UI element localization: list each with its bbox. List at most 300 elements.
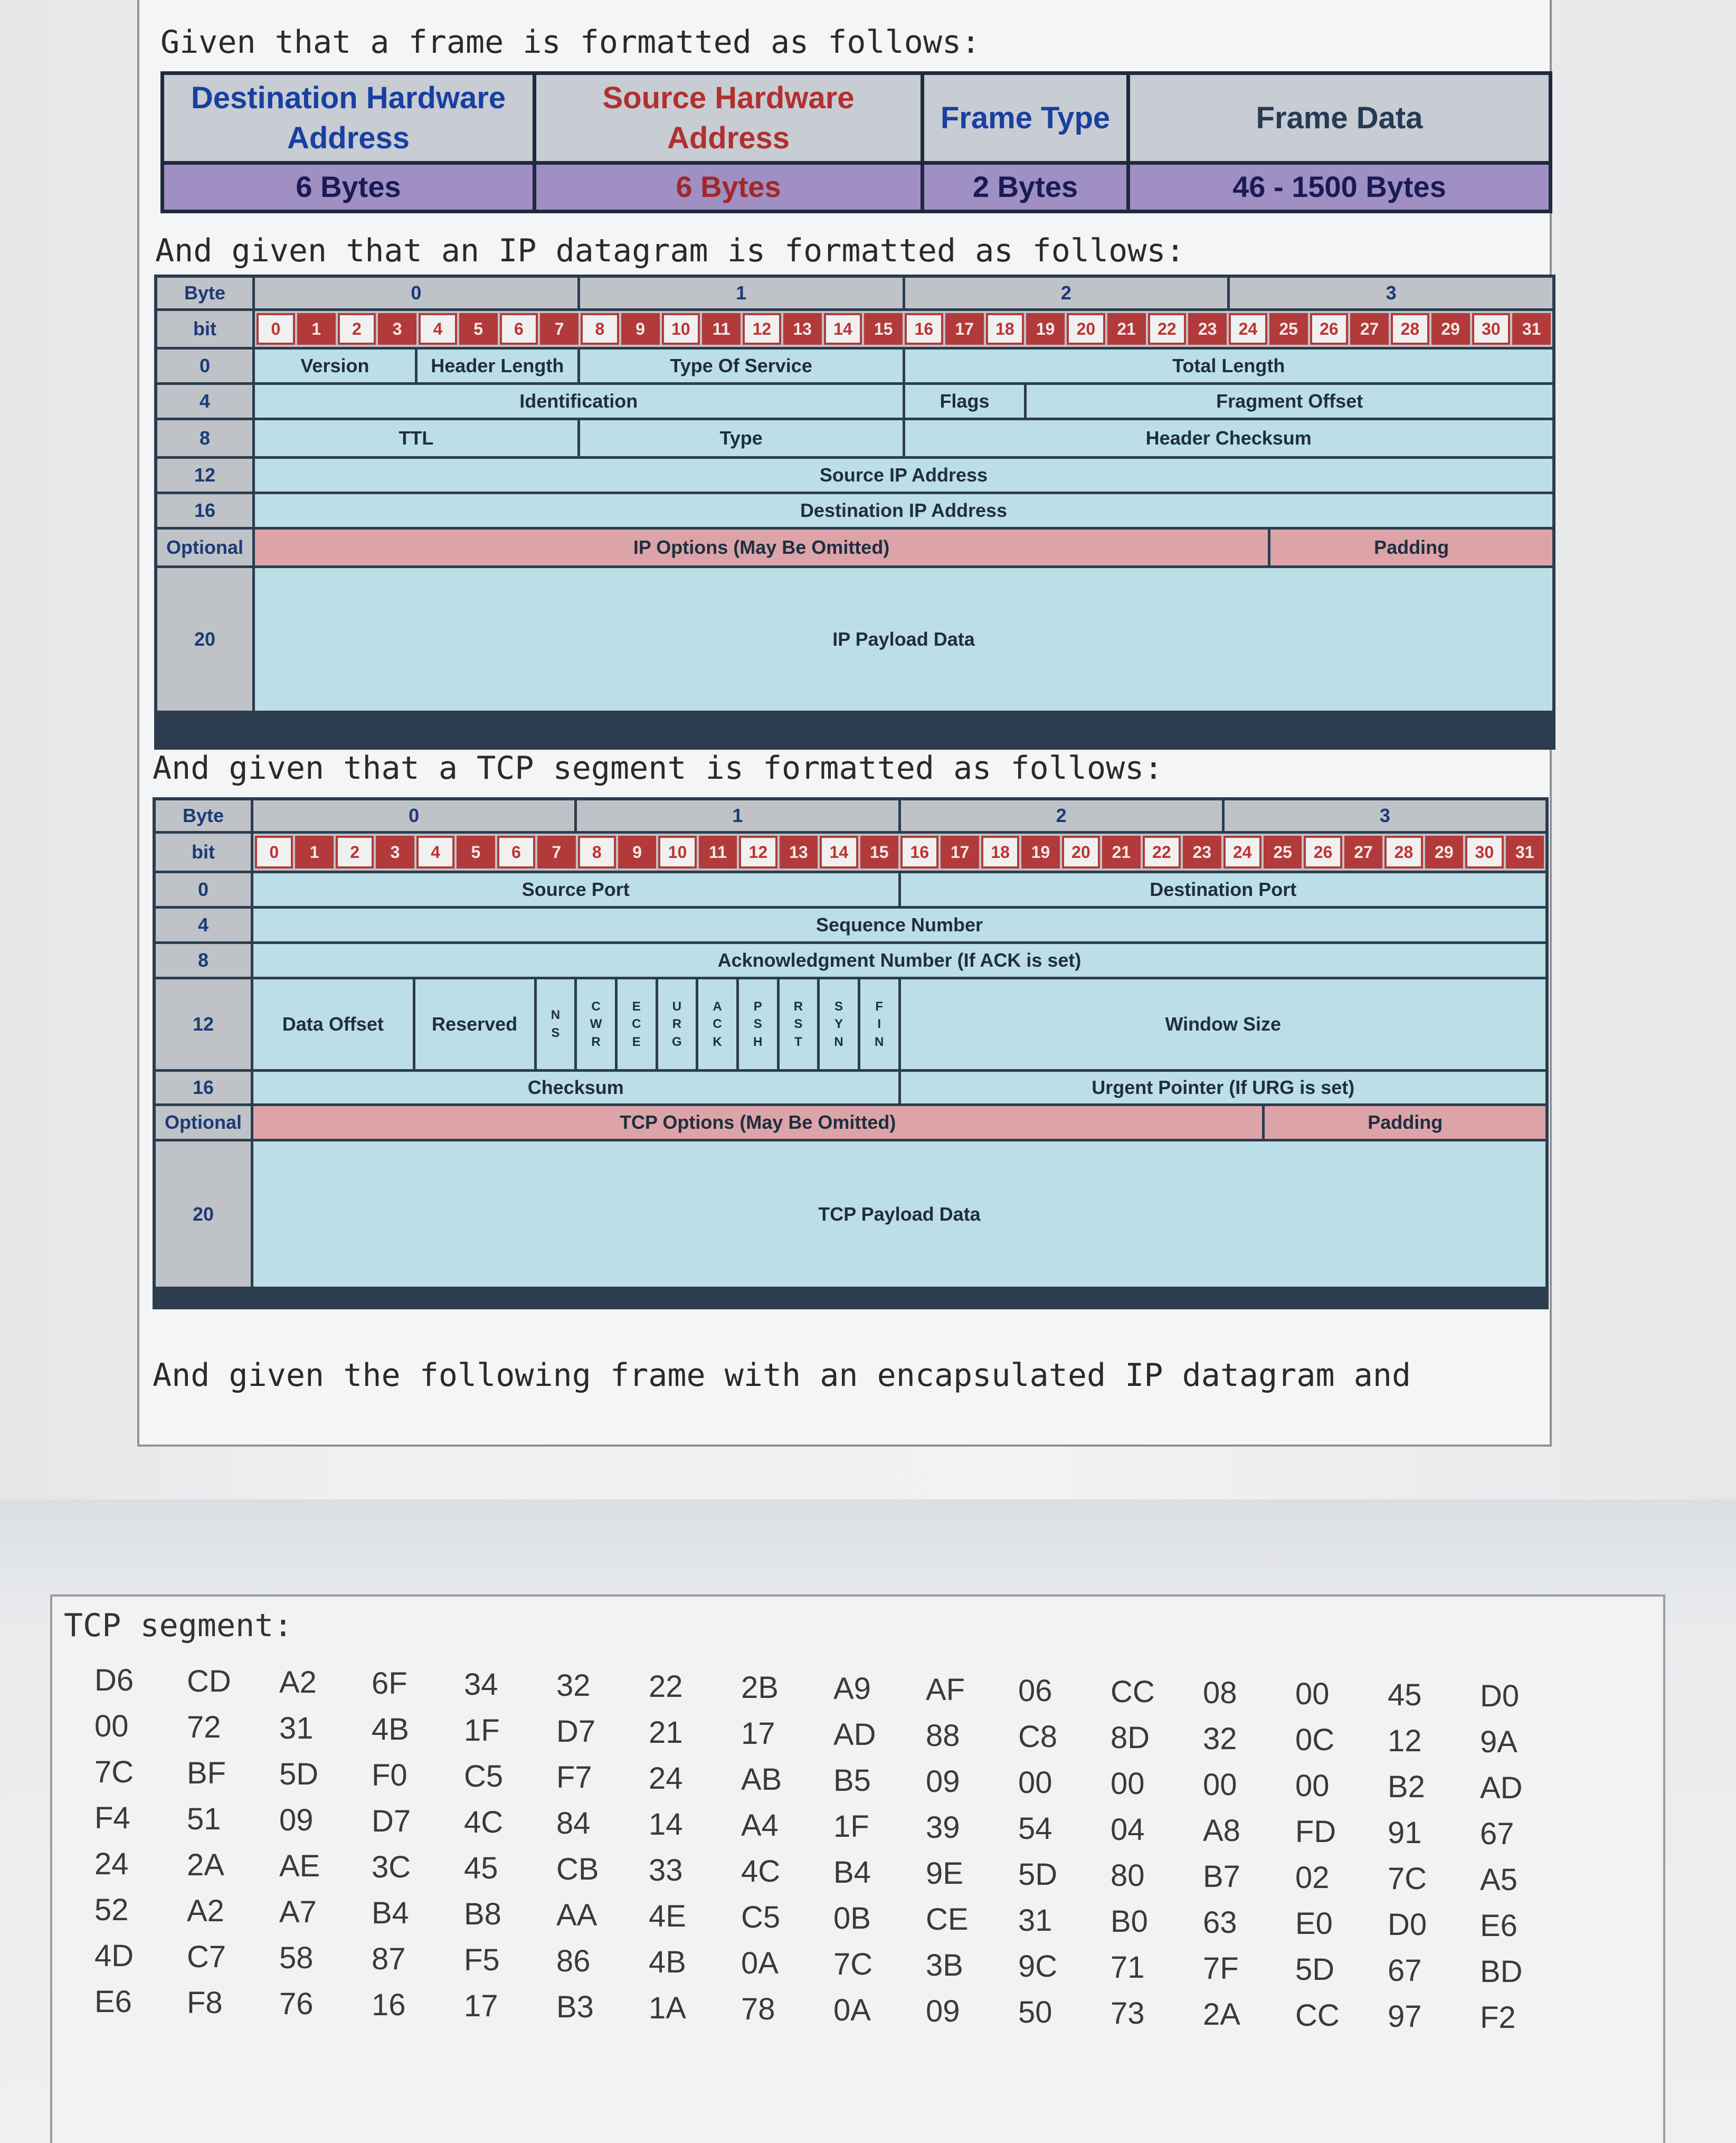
frame-format-table — [160, 71, 1552, 213]
hex-byte: 31 — [279, 1711, 314, 1745]
tcp-bit-5: 5 — [457, 836, 495, 868]
tcp-flag-letter: N — [875, 1034, 884, 1049]
ip-field-source-ip: Source IP Address — [255, 459, 1552, 492]
hex-byte: C7 — [187, 1940, 226, 1974]
ip-bit-9: 9 — [621, 313, 660, 345]
hex-byte: B4 — [833, 1855, 871, 1890]
ip-bit-12: 12 — [743, 313, 781, 345]
hex-byte: A2 — [279, 1665, 317, 1700]
tcp-flag-5 — [739, 979, 777, 1069]
hex-byte: 50 — [1018, 1995, 1052, 2029]
hex-byte: B2 — [1388, 1770, 1425, 1804]
frame-size-source: 6 Bytes — [535, 163, 923, 212]
hex-byte: 3C — [372, 1850, 411, 1884]
hex-byte: 32 — [1203, 1722, 1237, 1756]
tcp-flag-letter: P — [753, 999, 762, 1014]
tcp-flag-letter: E — [632, 999, 641, 1014]
ip-field-header-checksum: Header Checksum — [905, 420, 1553, 456]
ip-bit-17: 17 — [945, 313, 984, 345]
hex-byte: B8 — [464, 1897, 501, 1931]
tcp-field-flag-bits — [537, 979, 898, 1069]
tcp-flag-letter: C — [632, 1017, 641, 1032]
ip-bit-29: 29 — [1431, 313, 1470, 345]
hex-byte: 0B — [833, 1901, 871, 1936]
hex-byte: 97 — [1388, 1999, 1422, 2034]
ip-row-offset-16: 16 — [157, 494, 252, 527]
tcp-field-options: TCP Options (May Be Omitted) — [253, 1106, 1262, 1139]
frame-size-destination: 6 Bytes — [163, 163, 535, 212]
tcp-bit-22: 22 — [1143, 836, 1181, 868]
tcp-bit-29: 29 — [1425, 836, 1463, 868]
tcp-bit-26: 26 — [1304, 836, 1342, 868]
hex-byte: CC — [1111, 1675, 1155, 1709]
tcp-flag-letter: W — [590, 1017, 602, 1032]
ip-bit-3: 3 — [378, 313, 416, 345]
hex-byte: D0 — [1480, 1679, 1520, 1713]
hex-byte: 76 — [279, 1987, 314, 2021]
hex-byte: 39 — [926, 1810, 960, 1845]
tcp-field-window-size: Window Size — [901, 979, 1546, 1069]
tcp-bit-16: 16 — [900, 836, 938, 868]
tcp-byte-label: Byte — [156, 800, 251, 831]
hex-byte: AF — [926, 1673, 965, 1707]
tcp-bit-10: 10 — [658, 836, 696, 868]
tcp-flag-letter: A — [713, 999, 722, 1014]
tcp-flag-8 — [860, 979, 898, 1069]
hex-byte: 63 — [1203, 1905, 1237, 1940]
hex-byte: 17 — [464, 1989, 498, 2023]
hex-byte: A5 — [1480, 1863, 1517, 1897]
ip-bit-15: 15 — [864, 313, 903, 345]
hex-byte: 1A — [649, 1991, 686, 2025]
tcp-flag-letter: S — [753, 1017, 762, 1032]
tcp-bit-30: 30 — [1465, 836, 1503, 868]
hex-byte: 02 — [1295, 1861, 1330, 1895]
ip-row-offset-8: 8 — [157, 420, 252, 456]
tcp-bit-11: 11 — [699, 836, 737, 868]
ip-bit-13: 13 — [783, 313, 822, 345]
tcp-field-urgent-pointer: Urgent Pointer (If URG is set) — [901, 1072, 1546, 1103]
tcp-flag-0 — [537, 979, 575, 1069]
tcp-segment-title: TCP segment: — [64, 1607, 293, 1644]
tcp-flag-1 — [577, 979, 615, 1069]
tcp-flag-letter: H — [753, 1034, 763, 1049]
tcp-bit-3: 3 — [376, 836, 414, 868]
hex-byte: 08 — [1203, 1676, 1237, 1710]
tcp-row-offset-4: 4 — [156, 909, 251, 941]
hex-byte: 0A — [741, 1946, 779, 1980]
hex-byte: A9 — [833, 1672, 871, 1706]
ip-intro-text: And given that an IP datagram is formatted as follows: — [155, 232, 1185, 269]
tcp-bit-12: 12 — [739, 836, 777, 868]
hex-byte: 88 — [926, 1719, 960, 1753]
hex-byte: 06 — [1018, 1674, 1052, 1708]
ip-bit-31: 31 — [1512, 313, 1551, 345]
tcp-row-offset-optional: Optional — [156, 1106, 251, 1139]
hex-byte: 80 — [1111, 1858, 1145, 1893]
tcp-flag-letter: N — [834, 1034, 843, 1049]
ip-row-offset-0: 0 — [157, 350, 252, 382]
tcp-bit-13: 13 — [780, 836, 818, 868]
frame-col-source: Source Hardware Address — [535, 73, 923, 163]
ip-bit-28: 28 — [1391, 313, 1429, 345]
hex-byte: 67 — [1388, 1953, 1422, 1988]
hex-byte: 0A — [833, 1993, 871, 2027]
ip-field-header-length: Header Length — [418, 350, 577, 382]
hex-byte: 00 — [1111, 1767, 1145, 1801]
hex-byte: C8 — [1018, 1720, 1058, 1754]
hex-byte: AE — [279, 1849, 320, 1883]
hex-byte: CD — [187, 1664, 231, 1698]
tcp-bit-31: 31 — [1506, 836, 1544, 868]
tcp-segment-panel — [50, 1594, 1665, 2143]
frame-given-text: And given the following frame with an encapsulated IP datagram and — [153, 1357, 1411, 1394]
tcp-flag-letter: N — [551, 1008, 561, 1023]
hex-byte: 87 — [372, 1942, 406, 1976]
ip-bit-4: 4 — [419, 313, 457, 345]
hex-byte: E6 — [1480, 1909, 1517, 1943]
ip-bit-6: 6 — [500, 313, 538, 345]
tcp-flag-letter: S — [794, 1017, 803, 1032]
tcp-bit-20: 20 — [1062, 836, 1100, 868]
ip-bit-11: 11 — [702, 313, 741, 345]
hex-byte: 12 — [1388, 1724, 1422, 1758]
ip-field-ttl: TTL — [255, 420, 577, 456]
hex-byte: D6 — [94, 1663, 134, 1697]
hex-byte: 2A — [1203, 1997, 1240, 2032]
hex-byte: 8D — [1111, 1721, 1150, 1755]
document-page — [137, 0, 1552, 1447]
hex-byte: F0 — [372, 1758, 407, 1792]
hex-byte: 14 — [649, 1807, 683, 1842]
ip-bit-27: 27 — [1350, 313, 1389, 345]
hex-byte: E6 — [94, 1985, 132, 2019]
ip-field-options: IP Options (May Be Omitted) — [255, 530, 1268, 565]
tcp-flag-letter: Y — [834, 1017, 843, 1032]
hex-byte: 72 — [187, 1710, 221, 1744]
hex-byte: 58 — [279, 1941, 314, 1975]
ip-bit-5: 5 — [459, 313, 498, 345]
ip-field-padding: Padding — [1270, 530, 1552, 565]
hex-byte: BF — [187, 1756, 226, 1790]
tcp-bit-14: 14 — [820, 836, 858, 868]
hex-byte: 9A — [1480, 1725, 1517, 1759]
tcp-bit-7: 7 — [537, 836, 575, 868]
hex-byte: 4E — [649, 1899, 686, 1933]
hex-byte: 09 — [279, 1803, 314, 1837]
tcp-bit-ruler — [253, 834, 1545, 871]
ip-field-destination-ip: Destination IP Address — [255, 494, 1552, 527]
ip-bit-24: 24 — [1229, 313, 1267, 345]
tcp-row-offset-0: 0 — [156, 873, 251, 906]
hex-byte: A7 — [279, 1895, 317, 1929]
hex-byte: 00 — [1018, 1766, 1052, 1800]
tcp-byte-3: 3 — [1225, 800, 1545, 831]
tcp-bit-2: 2 — [336, 836, 374, 868]
tcp-field-source-port: Source Port — [253, 873, 898, 906]
tcp-flag-2 — [618, 979, 656, 1069]
hex-byte: D7 — [556, 1714, 596, 1749]
ip-field-payload: IP Payload Data — [255, 568, 1552, 711]
hex-byte: AD — [1480, 1771, 1523, 1805]
tcp-flag-3 — [658, 979, 696, 1069]
hex-byte: 86 — [556, 1944, 591, 1978]
tcp-bit-1: 1 — [295, 836, 333, 868]
tcp-bit-17: 17 — [941, 836, 979, 868]
hex-byte: 4C — [464, 1805, 504, 1839]
ip-bit-25: 25 — [1269, 313, 1308, 345]
tcp-flag-4 — [698, 979, 736, 1069]
hex-byte: 1F — [464, 1713, 500, 1748]
tcp-intro-text: And given that a TCP segment is formatted as follows: — [153, 750, 1163, 787]
ip-field-flags: Flags — [905, 385, 1024, 418]
tcp-field-reserved: Reserved — [415, 979, 534, 1069]
hex-byte: 54 — [1018, 1811, 1052, 1846]
hex-byte: BD — [1480, 1955, 1523, 1989]
hex-byte: 6F — [372, 1666, 407, 1701]
tcp-field-padding: Padding — [1265, 1106, 1545, 1139]
hex-byte: 17 — [741, 1716, 775, 1751]
tcp-field-sequence-number: Sequence Number — [253, 909, 1545, 941]
hex-byte: CE — [926, 1902, 969, 1937]
hex-byte: F4 — [94, 1801, 130, 1835]
ip-field-type: Type — [580, 420, 903, 456]
ip-bit-26: 26 — [1310, 313, 1349, 345]
hex-byte: 52 — [94, 1893, 129, 1927]
hex-byte: 45 — [1388, 1678, 1422, 1712]
hex-byte: 00 — [94, 1709, 129, 1743]
tcp-header-diagram — [153, 797, 1549, 1309]
hex-byte: 00 — [1295, 1677, 1330, 1711]
ip-bit-23: 23 — [1188, 313, 1227, 345]
tcp-bit-23: 23 — [1183, 836, 1221, 868]
hex-byte: 4C — [741, 1854, 781, 1889]
frame-size-data: 46 - 1500 Bytes — [1128, 163, 1551, 212]
hex-byte: 4B — [372, 1712, 409, 1747]
tcp-flag-7 — [820, 979, 858, 1069]
hex-byte: AA — [556, 1898, 597, 1932]
ip-bit-20: 20 — [1067, 313, 1105, 345]
ip-bit-22: 22 — [1148, 313, 1187, 345]
ip-bit-label: bit — [157, 311, 252, 347]
hex-byte: 5D — [279, 1757, 319, 1791]
ip-header-diagram — [154, 275, 1555, 750]
hex-byte: 84 — [556, 1806, 591, 1840]
ip-byte-3: 3 — [1230, 278, 1552, 308]
tcp-flag-letter: E — [632, 1034, 641, 1049]
tcp-bit-0: 0 — [255, 836, 293, 868]
ip-byte-1: 1 — [580, 278, 903, 308]
ip-bit-2: 2 — [338, 313, 376, 345]
hex-byte: 1F — [833, 1809, 869, 1844]
hex-byte: 7C — [833, 1947, 873, 1981]
hex-byte: 09 — [926, 1764, 960, 1799]
ip-row-offset-optional: Optional — [157, 530, 252, 565]
tcp-byte-2: 2 — [901, 800, 1222, 831]
tcp-flag-6 — [780, 979, 818, 1069]
hex-byte: C5 — [464, 1759, 504, 1793]
hex-byte: 4B — [649, 1945, 686, 1979]
hex-byte: 34 — [464, 1667, 498, 1702]
tcp-bit-27: 27 — [1344, 836, 1382, 868]
tcp-flag-letter: C — [713, 1017, 722, 1032]
frame-col-destination: Destination Hardware Address — [163, 73, 535, 163]
hex-byte: C5 — [741, 1900, 781, 1934]
tcp-flag-letter: U — [672, 999, 682, 1014]
tcp-bit-4: 4 — [416, 836, 454, 868]
hex-byte: 91 — [1388, 1816, 1422, 1850]
hex-byte: 24 — [94, 1847, 129, 1881]
hex-byte: B3 — [556, 1990, 594, 2024]
hex-byte: 09 — [926, 1994, 960, 2028]
ip-row-offset-12: 12 — [157, 459, 252, 492]
hex-byte: B5 — [833, 1763, 871, 1798]
hex-byte: 67 — [1480, 1817, 1514, 1851]
ip-field-type-of-service: Type Of Service — [580, 350, 903, 382]
hex-byte: 24 — [649, 1761, 683, 1796]
tcp-bit-18: 18 — [981, 836, 1019, 868]
hex-byte: 73 — [1111, 1996, 1145, 2031]
ip-byte-0: 0 — [255, 278, 577, 308]
tcp-bit-6: 6 — [497, 836, 535, 868]
ip-bit-14: 14 — [824, 313, 862, 345]
tcp-field-ack-number: Acknowledgment Number (If ACK is set) — [253, 944, 1545, 977]
tcp-bit-25: 25 — [1264, 836, 1302, 868]
frame-intro-text: Given that a frame is formatted as follows: — [160, 24, 981, 61]
tcp-row-offset-16: 16 — [156, 1072, 251, 1103]
tcp-byte-1: 1 — [577, 800, 898, 831]
hex-byte: F7 — [556, 1760, 592, 1795]
tcp-byte-0: 0 — [253, 800, 574, 831]
tcp-field-destination-port: Destination Port — [901, 873, 1546, 906]
ip-bit-1: 1 — [297, 313, 336, 345]
hex-byte: 00 — [1295, 1769, 1330, 1803]
ip-bit-10: 10 — [662, 313, 700, 345]
hex-byte: F2 — [1480, 2000, 1516, 2035]
frame-col-data: Frame Data — [1128, 73, 1551, 163]
ip-bit-16: 16 — [905, 313, 943, 345]
hex-byte: CB — [556, 1852, 599, 1886]
hex-byte: A8 — [1203, 1814, 1240, 1848]
tcp-field-payload: TCP Payload Data — [253, 1141, 1545, 1287]
hex-byte: A4 — [741, 1808, 779, 1843]
hex-byte: 5D — [1018, 1857, 1058, 1892]
tcp-flag-letter: F — [875, 999, 883, 1014]
hex-byte: F5 — [464, 1943, 500, 1977]
hex-byte: AB — [741, 1762, 782, 1797]
hex-byte: 4D — [94, 1939, 134, 1973]
hex-byte: B4 — [372, 1896, 409, 1930]
tcp-bit-28: 28 — [1384, 836, 1422, 868]
hex-byte: 00 — [1203, 1768, 1237, 1802]
hex-byte: 71 — [1111, 1950, 1145, 1985]
hex-byte: 04 — [1111, 1812, 1145, 1847]
hex-byte: 31 — [1018, 1903, 1052, 1938]
ip-bit-7: 7 — [540, 313, 578, 345]
ip-row-offset-20: 20 — [157, 568, 252, 711]
hex-byte: 33 — [649, 1853, 683, 1887]
tcp-bit-15: 15 — [860, 836, 898, 868]
hex-byte: A2 — [187, 1894, 224, 1928]
ip-field-identification: Identification — [255, 385, 903, 418]
tcp-flag-letter: I — [877, 1017, 881, 1032]
hex-byte: FD — [1295, 1815, 1336, 1849]
tcp-row-offset-20: 20 — [156, 1141, 251, 1287]
ip-bit-21: 21 — [1107, 313, 1146, 345]
ip-field-fragment-offset: Fragment Offset — [1027, 385, 1552, 418]
frame-col-type: Frame Type — [923, 73, 1128, 163]
tcp-flag-letter: K — [713, 1034, 722, 1049]
hex-byte: 22 — [649, 1669, 683, 1704]
hex-byte: 16 — [372, 1988, 406, 2022]
tcp-row-offset-12: 12 — [156, 979, 251, 1069]
hex-byte: 3B — [926, 1948, 963, 1982]
hex-byte: 7F — [1203, 1951, 1239, 1986]
hex-byte: B7 — [1203, 1859, 1240, 1894]
ip-bit-ruler — [255, 311, 1552, 347]
ip-bit-0: 0 — [257, 313, 295, 345]
hex-byte: 51 — [187, 1802, 221, 1836]
hex-byte: F8 — [187, 1986, 223, 2020]
tcp-flag-letter: T — [794, 1034, 802, 1049]
ip-byte-2: 2 — [905, 278, 1228, 308]
tcp-bit-9: 9 — [618, 836, 656, 868]
tcp-flag-letter: R — [672, 1017, 682, 1032]
tcp-field-checksum: Checksum — [253, 1072, 898, 1103]
hex-byte: 2A — [187, 1848, 224, 1882]
tcp-flag-letter: S — [551, 1026, 560, 1040]
ip-bit-8: 8 — [581, 313, 619, 345]
tcp-bit-label: bit — [156, 834, 251, 871]
hex-byte: 0C — [1295, 1723, 1335, 1757]
tcp-flag-letter: S — [834, 999, 843, 1014]
tcp-flag-letter: C — [591, 999, 601, 1014]
ip-bit-30: 30 — [1472, 313, 1511, 345]
frame-size-type: 2 Bytes — [923, 163, 1128, 212]
hex-byte: 21 — [649, 1715, 683, 1750]
hex-byte: 9C — [1018, 1949, 1058, 1984]
tcp-field-data-offset: Data Offset — [253, 979, 413, 1069]
ip-field-version: Version — [255, 350, 415, 382]
tcp-bit-8: 8 — [578, 836, 616, 868]
hex-byte: 5D — [1295, 1952, 1335, 1987]
tcp-bit-21: 21 — [1102, 836, 1140, 868]
hex-byte: 32 — [556, 1668, 591, 1703]
hex-byte: AD — [833, 1717, 876, 1752]
tcp-bit-24: 24 — [1223, 836, 1261, 868]
tcp-row-offset-8: 8 — [156, 944, 251, 977]
ip-byte-label: Byte — [157, 278, 252, 308]
hex-byte: 2B — [741, 1670, 779, 1705]
tcp-flag-letter: G — [672, 1034, 682, 1049]
hex-byte: 7C — [1388, 1862, 1427, 1896]
hex-byte: CC — [1295, 1998, 1340, 2033]
hex-byte: 45 — [464, 1851, 498, 1885]
hex-byte: D0 — [1388, 1908, 1427, 1942]
ip-bit-18: 18 — [986, 313, 1024, 345]
hex-byte: 9E — [926, 1856, 963, 1891]
ip-row-offset-4: 4 — [157, 385, 252, 418]
tcp-bit-19: 19 — [1021, 836, 1059, 868]
tcp-flag-letter: R — [793, 999, 803, 1014]
hex-byte: D7 — [372, 1804, 411, 1838]
hex-byte: B0 — [1111, 1904, 1148, 1939]
hex-byte: 7C — [94, 1755, 134, 1789]
tcp-flag-letter: R — [591, 1034, 601, 1049]
hex-byte: 78 — [741, 1992, 775, 2026]
ip-bit-19: 19 — [1026, 313, 1065, 345]
ip-field-total-length: Total Length — [905, 350, 1553, 382]
